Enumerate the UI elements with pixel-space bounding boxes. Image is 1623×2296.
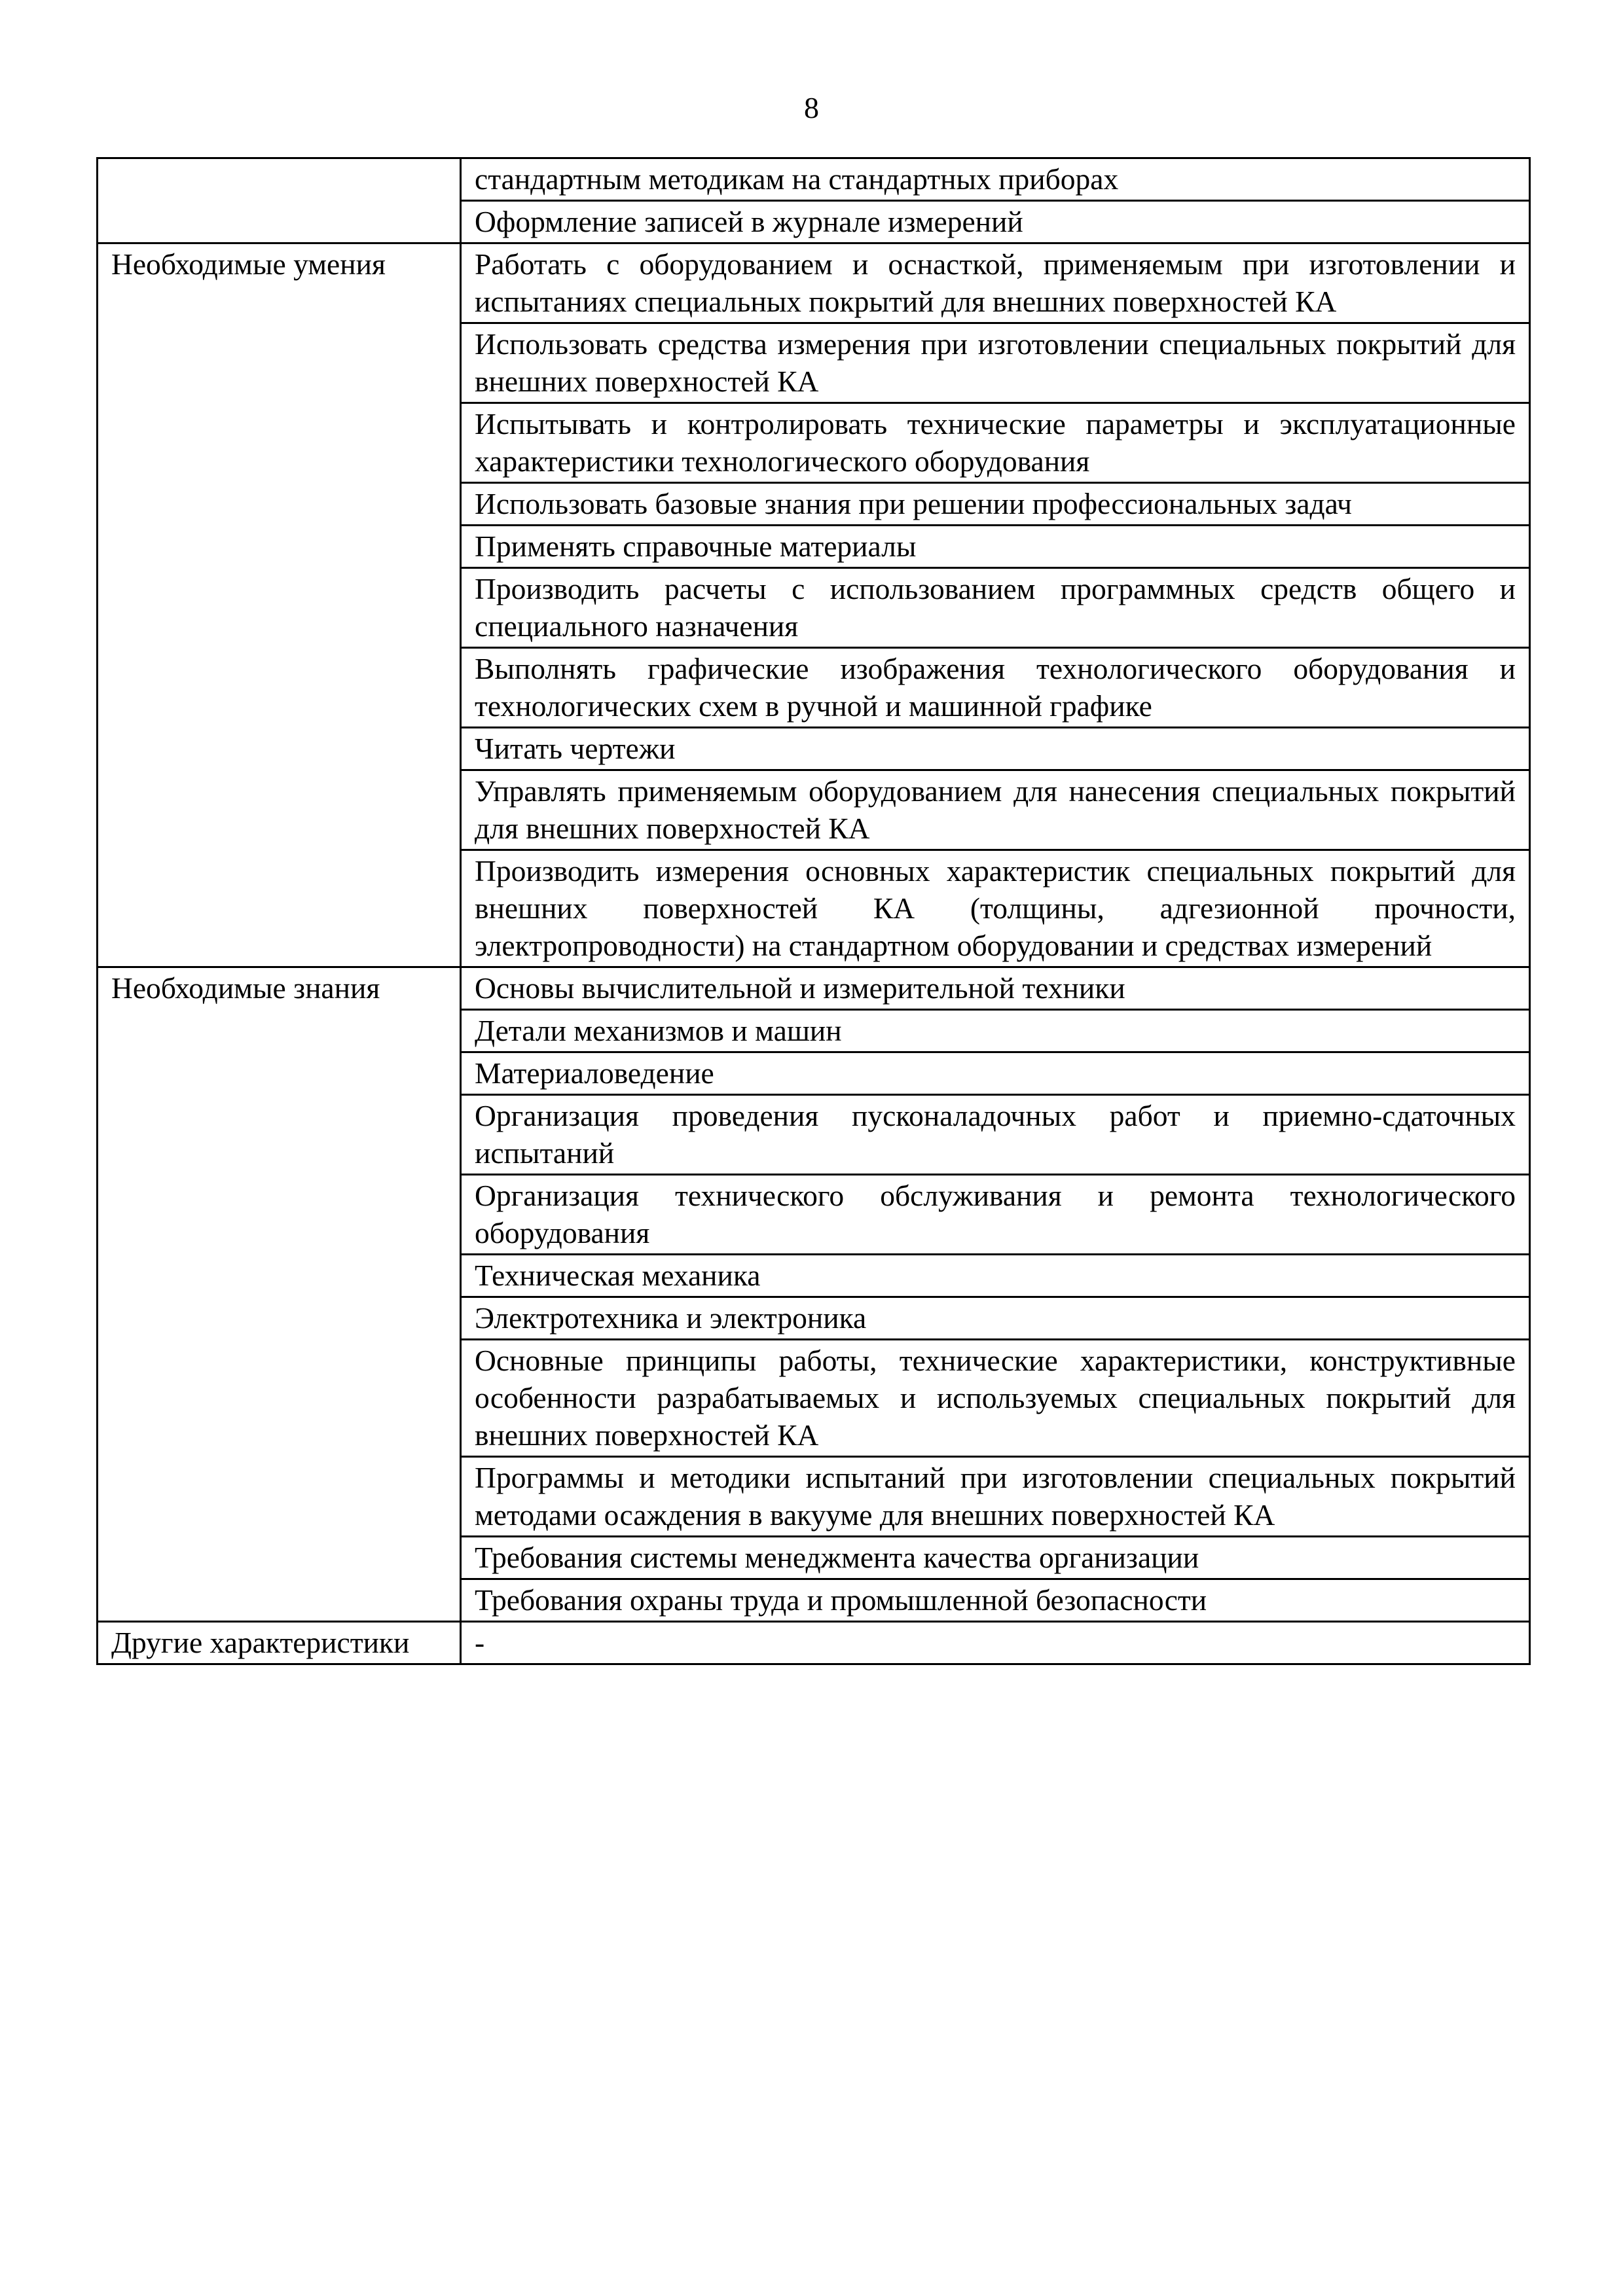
skill-item: Использовать базовые знания при решении профессиональных задач	[461, 483, 1530, 526]
knowledge-item: Материаловедение	[461, 1052, 1530, 1095]
page-number: 8	[804, 91, 819, 124]
skill-item: Применять справочные материалы	[461, 526, 1530, 568]
knowledge-item: Техническая механика	[461, 1255, 1530, 1297]
skill-item: Читать чертежи	[461, 728, 1530, 770]
other-label: Другие характеристики	[98, 1622, 461, 1664]
table-row	[98, 967, 1530, 1010]
skill-item: Управлять применяемым оборудованием для нанесения специальных покрытий для внешних поверхностей КА	[461, 770, 1530, 850]
skill-item: Производить измерения основных характеристик специальных покрытий для внешних поверхностей КА (толщины, адгезионной прочности, электропроводности) на стандартном оборудовании и средствах измерений	[461, 850, 1530, 967]
knowledge-item: Основные принципы работы, технические характеристики, конструктивные особенности разрабатываемых и используемых специальных покрытий для внешних поверхностей КА	[461, 1340, 1530, 1457]
knowledge-item: Требования системы менеджмента качества организации	[461, 1537, 1530, 1579]
knowledge-label: Необходимые знания	[98, 967, 461, 1622]
knowledge-item: Электротехника и электроника	[461, 1297, 1530, 1340]
table-row	[98, 243, 1530, 323]
other-value: -	[461, 1622, 1530, 1664]
skill-item: Использовать средства измерения при изготовлении специальных покрытий для внешних поверхностей КА	[461, 323, 1530, 403]
skills-label: Необходимые умения	[98, 243, 461, 967]
skill-item: Работать с оборудованием и оснасткой, применяемым при изготовлении и испытаниях специальных покрытий для внешних поверхностей КА	[461, 243, 1530, 323]
table-cell: Оформление записей в журнале измерений	[461, 201, 1530, 243]
table-row	[98, 1622, 1530, 1664]
knowledge-item: Требования охраны труда и промышленной безопасности	[461, 1579, 1530, 1622]
empty-label-cell	[98, 158, 461, 243]
knowledge-item: Организация технического обслуживания и ремонта технологического оборудования	[461, 1175, 1530, 1255]
skill-item: Испытывать и контролировать технические параметры и эксплуатационные характеристики технологического оборудования	[461, 403, 1530, 483]
table-cell: стандартным методикам на стандартных приборах	[461, 158, 1530, 201]
requirements-table	[96, 157, 1531, 1665]
knowledge-item: Детали механизмов и машин	[461, 1010, 1530, 1052]
knowledge-item: Основы вычислительной и измерительной техники	[461, 967, 1530, 1010]
knowledge-item: Программы и методики испытаний при изготовлении специальных покрытий методами осаждения в вакууме для внешних поверхностей КА	[461, 1457, 1530, 1537]
knowledge-item: Организация проведения пусконаладочных работ и приемно-сдаточных испытаний	[461, 1095, 1530, 1175]
skill-item: Производить расчеты с использованием программных средств общего и специального назначения	[461, 568, 1530, 648]
skill-item: Выполнять графические изображения технологического оборудования и технологических схем в ручной и машинной графике	[461, 648, 1530, 728]
table-row	[98, 158, 1530, 201]
